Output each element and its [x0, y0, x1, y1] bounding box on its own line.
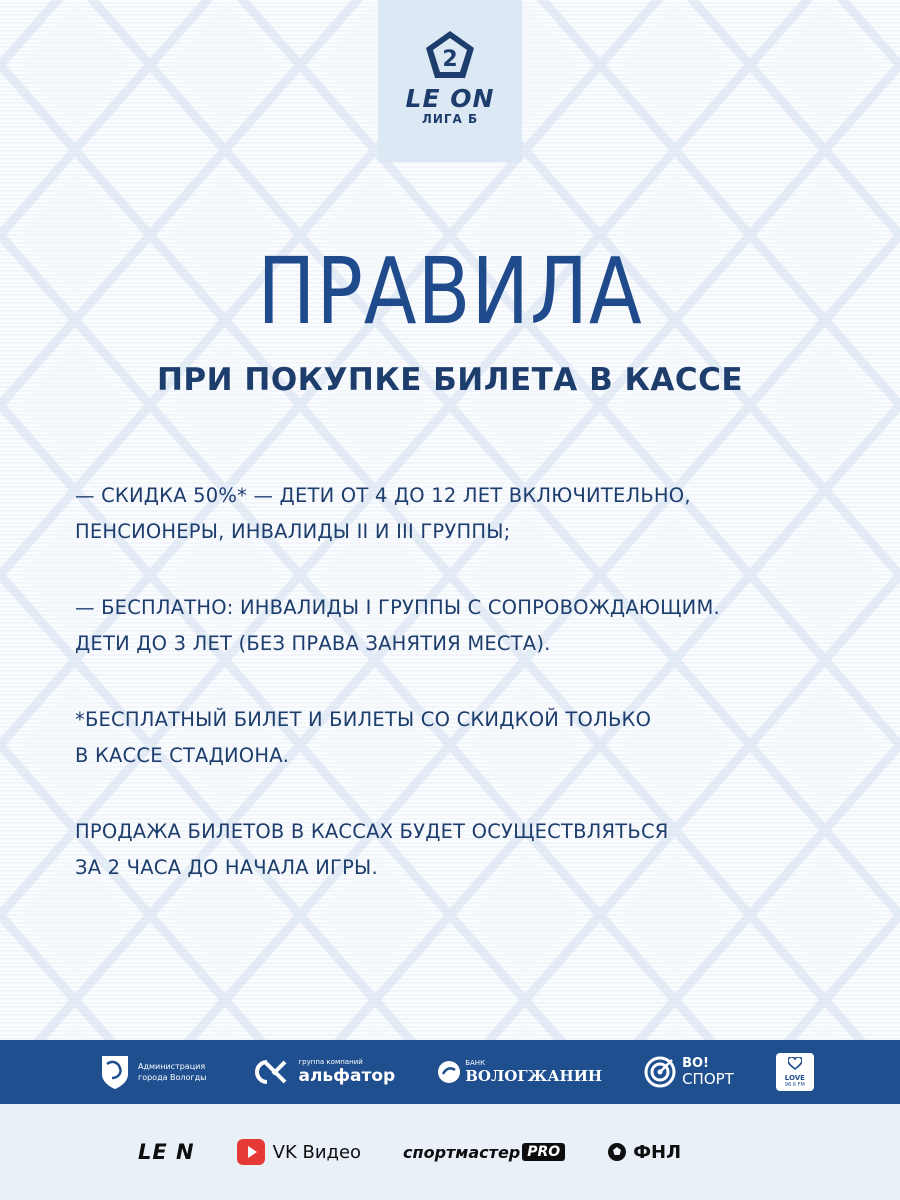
sponsor-administration	[100, 1054, 207, 1090]
sponsor-bank	[437, 1059, 602, 1085]
partners-strip	[0, 1104, 900, 1200]
administration-line1: Администрация	[138, 1062, 206, 1071]
sponsor-love-radio	[776, 1053, 814, 1091]
sportmaster-pro-badge: PRO	[522, 1143, 565, 1161]
bank-caption: БАНК	[465, 1059, 486, 1067]
league-number: 2	[442, 47, 458, 72]
rule-line: В КАССЕ СТАДИОНА.	[75, 744, 290, 767]
love-radio-line1: LOVE	[784, 1074, 805, 1082]
page-subtitle: ПРИ ПОКУПКЕ БИЛЕТА В КАССЕ	[156, 362, 744, 398]
coat-of-arms-icon	[100, 1054, 130, 1090]
partner-leon	[138, 1140, 195, 1164]
love-radio-badge	[776, 1053, 814, 1091]
page-title: ПРАВИЛА	[257, 238, 643, 345]
league-logo	[378, 0, 522, 162]
rule-discount	[75, 478, 875, 550]
rule-note	[75, 702, 875, 774]
rule-line: ДЕТИ ДО 3 ЛЕТ (БЕЗ ПРАВА ЗАНЯТИЯ МЕСТА).	[75, 632, 551, 655]
rule-line: ПЕНСИОНЕРЫ, ИНВАЛИДЫ II И III ГРУППЫ;	[75, 520, 511, 543]
love-radio-line2: 96.6 FM	[784, 1082, 805, 1088]
sportmaster-text: спортмастер	[403, 1142, 521, 1162]
pentagon-emblem-icon	[423, 28, 477, 82]
rule-line: ЗА 2 ЧАСА ДО НАЧАЛА ИГРЫ.	[75, 856, 378, 879]
rule-line: *БЕСПЛАТНЫЙ БИЛЕТ И БИЛЕТЫ СО СКИДКОЙ ТОЛЬКО	[75, 708, 652, 731]
ball-icon	[607, 1142, 627, 1162]
rule-free	[75, 590, 875, 662]
heart-icon	[788, 1057, 802, 1070]
leon-brand: LE ON	[405, 84, 495, 113]
partner-sportmaster	[403, 1143, 565, 1162]
target-icon	[644, 1056, 676, 1088]
vk-video-text: VK Видео	[272, 1141, 362, 1163]
play-icon	[237, 1139, 265, 1165]
fnl-text: ФНЛ	[633, 1141, 682, 1163]
rule-line: ПРОДАЖА БИЛЕТОВ В КАССАХ БУДЕТ ОСУЩЕСТВЛЯТЬСЯ	[75, 820, 669, 843]
alfator-name: альфатор	[298, 1066, 396, 1086]
sponsor-vo-sport	[644, 1056, 734, 1088]
alfator-caption: группа компаний	[298, 1058, 363, 1066]
leon-logo-text: LE N	[138, 1140, 195, 1164]
partner-vk-video	[237, 1139, 361, 1165]
sponsors-band	[0, 1040, 900, 1104]
administration-line2: города Вологды	[138, 1073, 207, 1082]
bank-name: ВОЛОГЖАНИН	[465, 1067, 603, 1085]
rule-sales-time	[75, 814, 875, 886]
rules-list	[75, 478, 875, 926]
sponsor-alfator	[249, 1057, 396, 1087]
bank-emblem-icon	[437, 1060, 461, 1084]
league-name: ЛИГА Б	[421, 112, 479, 126]
partner-fnl	[607, 1142, 681, 1163]
vo-sport-line2: СПОРТ	[682, 1069, 734, 1088]
rule-line: — БЕСПЛАТНО: ИНВАЛИДЫ I ГРУППЫ С СОПРОВОЖДАЮЩИМ.	[75, 596, 720, 619]
vo-sport-line1: ВО!	[682, 1055, 709, 1071]
rule-line: — СКИДКА 50%* — ДЕТИ ОТ 4 ДО 12 ЛЕТ ВКЛЮЧИТЕЛЬНО,	[75, 484, 691, 507]
alfator-logo-icon	[249, 1057, 293, 1087]
